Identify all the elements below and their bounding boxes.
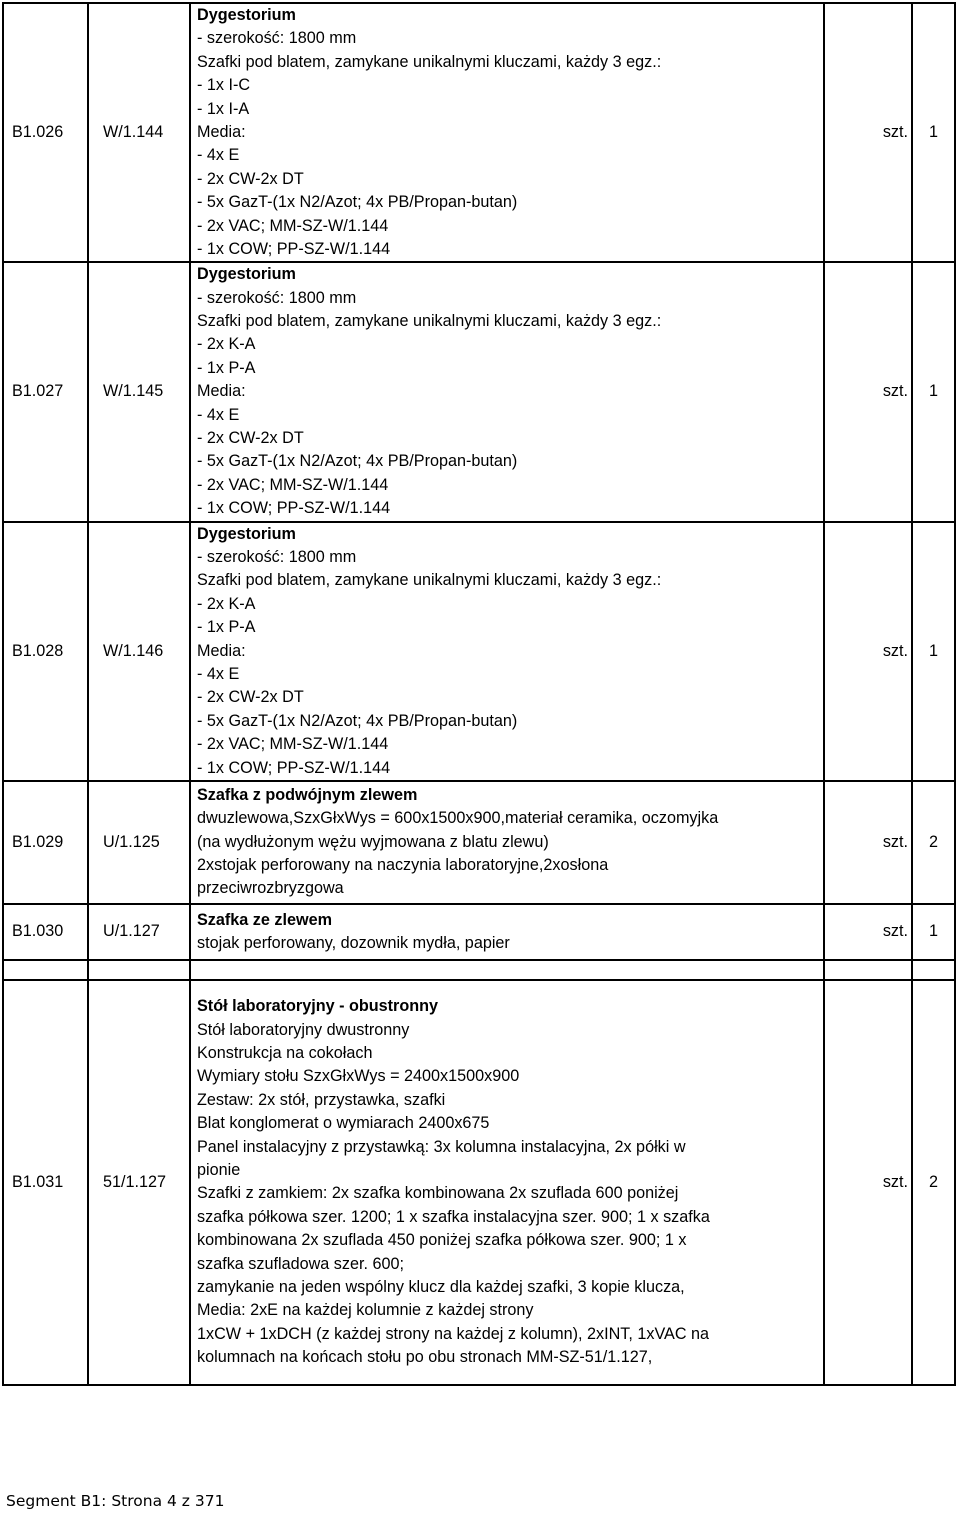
description-line: - 2x VAC; MM-SZ-W/1.144 xyxy=(197,216,389,235)
description-line: - 2x CW-2x DT xyxy=(197,429,304,448)
description-line: zamykanie na jeden wspólny klucz dla każdej szafki, 3 kopie klucza, xyxy=(197,1277,685,1296)
item-quantity: 1 xyxy=(912,522,955,781)
description-line: Wymiary stołu SzxGłxWys = 2400x1500x900 xyxy=(197,1067,520,1086)
description-line: Szafki pod blatem, zamykane unikalnymi kluczami, każdy 3 egz.: xyxy=(197,571,662,590)
description-line: Media: xyxy=(197,122,246,141)
description-line: pionie xyxy=(197,1161,241,1179)
description-line: - 2x VAC; MM-SZ-W/1.144 xyxy=(197,735,389,754)
item-quantity: 2 xyxy=(912,980,955,1385)
gap-cell xyxy=(912,960,955,980)
item-description xyxy=(190,980,824,1385)
item-reference: W/1.145 xyxy=(88,262,190,521)
description-line: Panel instalacyjny z przystawką: 3x kolumna instalacyjna, 2x półki w xyxy=(197,1137,686,1156)
item-reference: U/1.127 xyxy=(88,904,190,960)
description-line: 1xCW + 1xDCH (z każdej strony na każdej z kolumn), 2xINT, 1xVAC na xyxy=(197,1324,710,1343)
item-code: B1.029 xyxy=(3,781,88,904)
table-row xyxy=(3,522,955,781)
item-reference: W/1.144 xyxy=(88,3,190,262)
description-line: kombinowana 2x szuflada 450 poniżej szafka półkowa szer. 900; 1 x xyxy=(197,1231,687,1250)
description-line: - 4x E xyxy=(197,146,240,165)
description-line: - 2x CW-2x DT xyxy=(197,688,304,707)
description-line: - 2x K-A xyxy=(197,594,256,613)
description-line: Szafki z zamkiem: 2x szafka kombinowana 2x szuflada 600 poniżej xyxy=(197,1184,679,1203)
item-title: Stół laboratoryjny - obustronny xyxy=(197,997,439,1016)
description-line: Media: 2xE na każdej kolumnie z każdej strony xyxy=(197,1301,534,1320)
table-row xyxy=(3,980,955,1385)
description-line: - 2x CW-2x DT xyxy=(197,169,304,188)
item-quantity: 1 xyxy=(912,262,955,521)
item-description xyxy=(190,904,824,960)
item-description xyxy=(190,262,824,521)
page-footer: Segment B1: Strona 4 z 371 xyxy=(6,1492,225,1510)
gap-cell xyxy=(3,960,88,980)
specification-table xyxy=(2,2,956,1386)
description-line: - szerokość: 1800 mm xyxy=(197,29,357,48)
item-quantity: 1 xyxy=(912,904,955,960)
description-line: - 1x P-A xyxy=(197,358,256,377)
description-line: szafka szufladowa szer. 600; xyxy=(197,1254,404,1273)
description-line: - 5x GazT-(1x N2/Azot; 4x PB/Propan-butan) xyxy=(197,193,518,212)
description-line: - 4x E xyxy=(197,664,240,683)
description-line: Szafki pod blatem, zamykane unikalnymi kluczami, każdy 3 egz.: xyxy=(197,312,662,331)
description-line: - 1x P-A xyxy=(197,618,256,637)
item-title: Szafka z podwójnym zlewem xyxy=(197,785,418,804)
description-line: Blat konglomerat o wymiarach 2400x675 xyxy=(197,1114,490,1133)
specification-table-body xyxy=(3,3,955,1385)
item-code: B1.030 xyxy=(3,904,88,960)
description-line: kolumnach na końcach stołu po obu stronach MM-SZ-51/1.127, xyxy=(197,1348,653,1367)
description-line: - 1x COW; PP-SZ-W/1.144 xyxy=(197,239,391,258)
item-reference: W/1.146 xyxy=(88,522,190,781)
item-description xyxy=(190,781,824,904)
gap-cell xyxy=(190,960,824,980)
description-line: Konstrukcja na cokołach xyxy=(197,1044,373,1063)
item-unit: szt. xyxy=(824,3,912,262)
item-unit: szt. xyxy=(824,522,912,781)
item-unit: szt. xyxy=(824,262,912,521)
description-line: Media: xyxy=(197,382,246,401)
description-line: Stół laboratoryjny dwustronny xyxy=(197,1020,410,1039)
item-code: B1.027 xyxy=(3,262,88,521)
item-title: Dygestorium xyxy=(197,265,296,284)
item-reference: 51/1.127 xyxy=(88,980,190,1385)
description-line: przeciwrozbryzgowa xyxy=(197,879,344,898)
description-line: - 1x I-C xyxy=(197,76,251,95)
item-code: B1.026 xyxy=(3,3,88,262)
description-line: dwuzlewowa,SzxGłxWys = 600x1500x900,materiał ceramika, oczomyjka xyxy=(197,809,719,828)
item-quantity: 2 xyxy=(912,781,955,904)
gap-cell xyxy=(824,960,912,980)
description-line: (na wydłużonym wężu wyjmowana z blatu zlewu) xyxy=(197,832,549,851)
item-unit: szt. xyxy=(824,904,912,960)
item-unit: szt. xyxy=(824,781,912,904)
table-row xyxy=(3,3,955,262)
description-line: - 4x E xyxy=(197,405,240,424)
item-reference: U/1.125 xyxy=(88,781,190,904)
description-line: - 1x I-A xyxy=(197,99,250,118)
description-line: - 5x GazT-(1x N2/Azot; 4x PB/Propan-butan) xyxy=(197,452,518,471)
description-line: - szerokość: 1800 mm xyxy=(197,288,357,307)
description-line: Zestaw: 2x stół, przystawka, szafki xyxy=(197,1090,446,1109)
item-code: B1.031 xyxy=(3,980,88,1385)
table-gap-row xyxy=(3,960,955,980)
gap-cell xyxy=(88,960,190,980)
description-line: Szafki pod blatem, zamykane unikalnymi kluczami, każdy 3 egz.: xyxy=(197,52,662,71)
table-row xyxy=(3,781,955,904)
description-line: - 1x COW; PP-SZ-W/1.144 xyxy=(197,499,391,518)
description-line: 2xstojak perforowany na naczynia laboratoryjne,2xosłona xyxy=(197,856,609,875)
table-row xyxy=(3,904,955,960)
table-row xyxy=(3,262,955,521)
item-title: Dygestorium xyxy=(197,524,296,543)
item-title: Szafka ze zlewem xyxy=(197,910,332,929)
item-code: B1.028 xyxy=(3,522,88,781)
description-line: - 1x COW; PP-SZ-W/1.144 xyxy=(197,758,391,777)
description-line: - szerokość: 1800 mm xyxy=(197,547,357,566)
item-quantity: 1 xyxy=(912,3,955,262)
item-description xyxy=(190,522,824,781)
description-line: - 5x GazT-(1x N2/Azot; 4x PB/Propan-butan) xyxy=(197,711,518,730)
description-line: stojak perforowany, dozownik mydła, papier xyxy=(197,933,510,952)
item-description xyxy=(190,3,824,262)
description-line: - 2x VAC; MM-SZ-W/1.144 xyxy=(197,475,389,494)
item-title: Dygestorium xyxy=(197,6,296,24)
item-unit: szt. xyxy=(824,980,912,1385)
description-line: - 2x K-A xyxy=(197,335,256,354)
description-line: szafka półkowa szer. 1200; 1 x szafka instalacyjna szer. 900; 1 x szafka xyxy=(197,1207,710,1226)
description-line: Media: xyxy=(197,641,246,660)
